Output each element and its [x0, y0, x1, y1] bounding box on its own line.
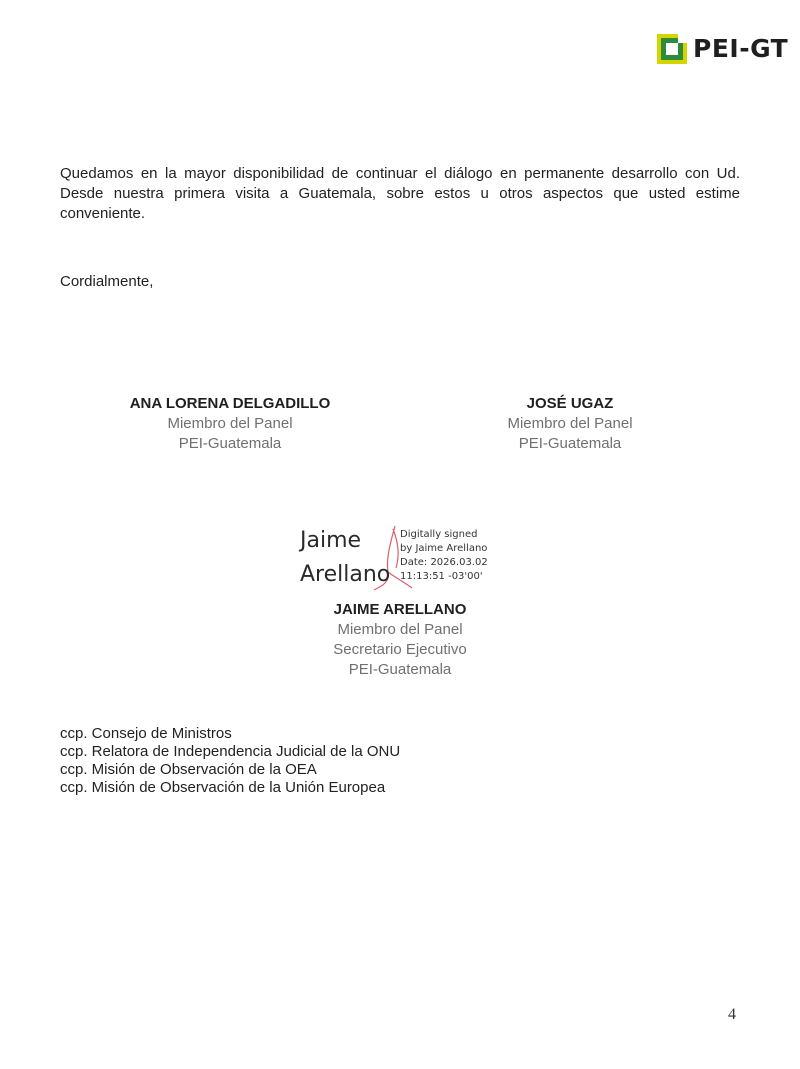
header-logo — [657, 34, 788, 64]
ccp-item: ccp. Misión de Observación de la OEA — [60, 761, 317, 778]
ccp-item: ccp. Consejo de Ministros — [60, 725, 232, 742]
logo-text: PEI-GT — [693, 34, 789, 63]
pei-gt-logo-icon — [657, 34, 687, 64]
signatory-role: Miembro del Panel — [507, 415, 633, 432]
signatory-right — [450, 394, 690, 454]
body-paragraph: Quedamos en la mayor disponibilidad de continuar el diálogo en permanente desarrollo con Ud. Desde nuestra primera visita a Guatemala, sobre estos u otros aspectos que usted estime conveniente. — [60, 165, 740, 222]
signatory-name: JOSÉ UGAZ — [526, 395, 614, 412]
ccp-item: ccp. Relatora de Independencia Judicial de la ONU — [60, 743, 401, 760]
signatory-org: PEI-Guatemala — [518, 435, 622, 452]
signatory-name: JAIME ARELLANO — [333, 601, 467, 618]
signatory-role: Miembro del Panel — [337, 621, 463, 638]
signatory-org: PEI-Guatemala — [178, 435, 282, 452]
signatory-org: PEI-Guatemala — [348, 661, 452, 678]
signature-name: Jaime Arellano — [300, 528, 391, 587]
ccp-item: ccp. Misión de Observación de la Unión Europea — [60, 779, 386, 796]
digital-signature-stamp — [300, 524, 510, 594]
signatory-name: ANA LORENA DELGADILLO — [129, 395, 331, 412]
page-number: 4 — [728, 1006, 736, 1023]
signatory-left — [110, 394, 350, 454]
closing-text: Cordialmente, — [60, 273, 154, 290]
ccp-list — [60, 725, 400, 797]
signatory-title: Secretario Ejecutivo — [333, 641, 467, 658]
signatory-role: Miembro del Panel — [167, 415, 293, 432]
signatory-center — [280, 600, 520, 680]
signature-details: Digitally signed by Jaime Arellano Date: 2026.03.02 11:13:51 -03'00' — [400, 529, 488, 582]
